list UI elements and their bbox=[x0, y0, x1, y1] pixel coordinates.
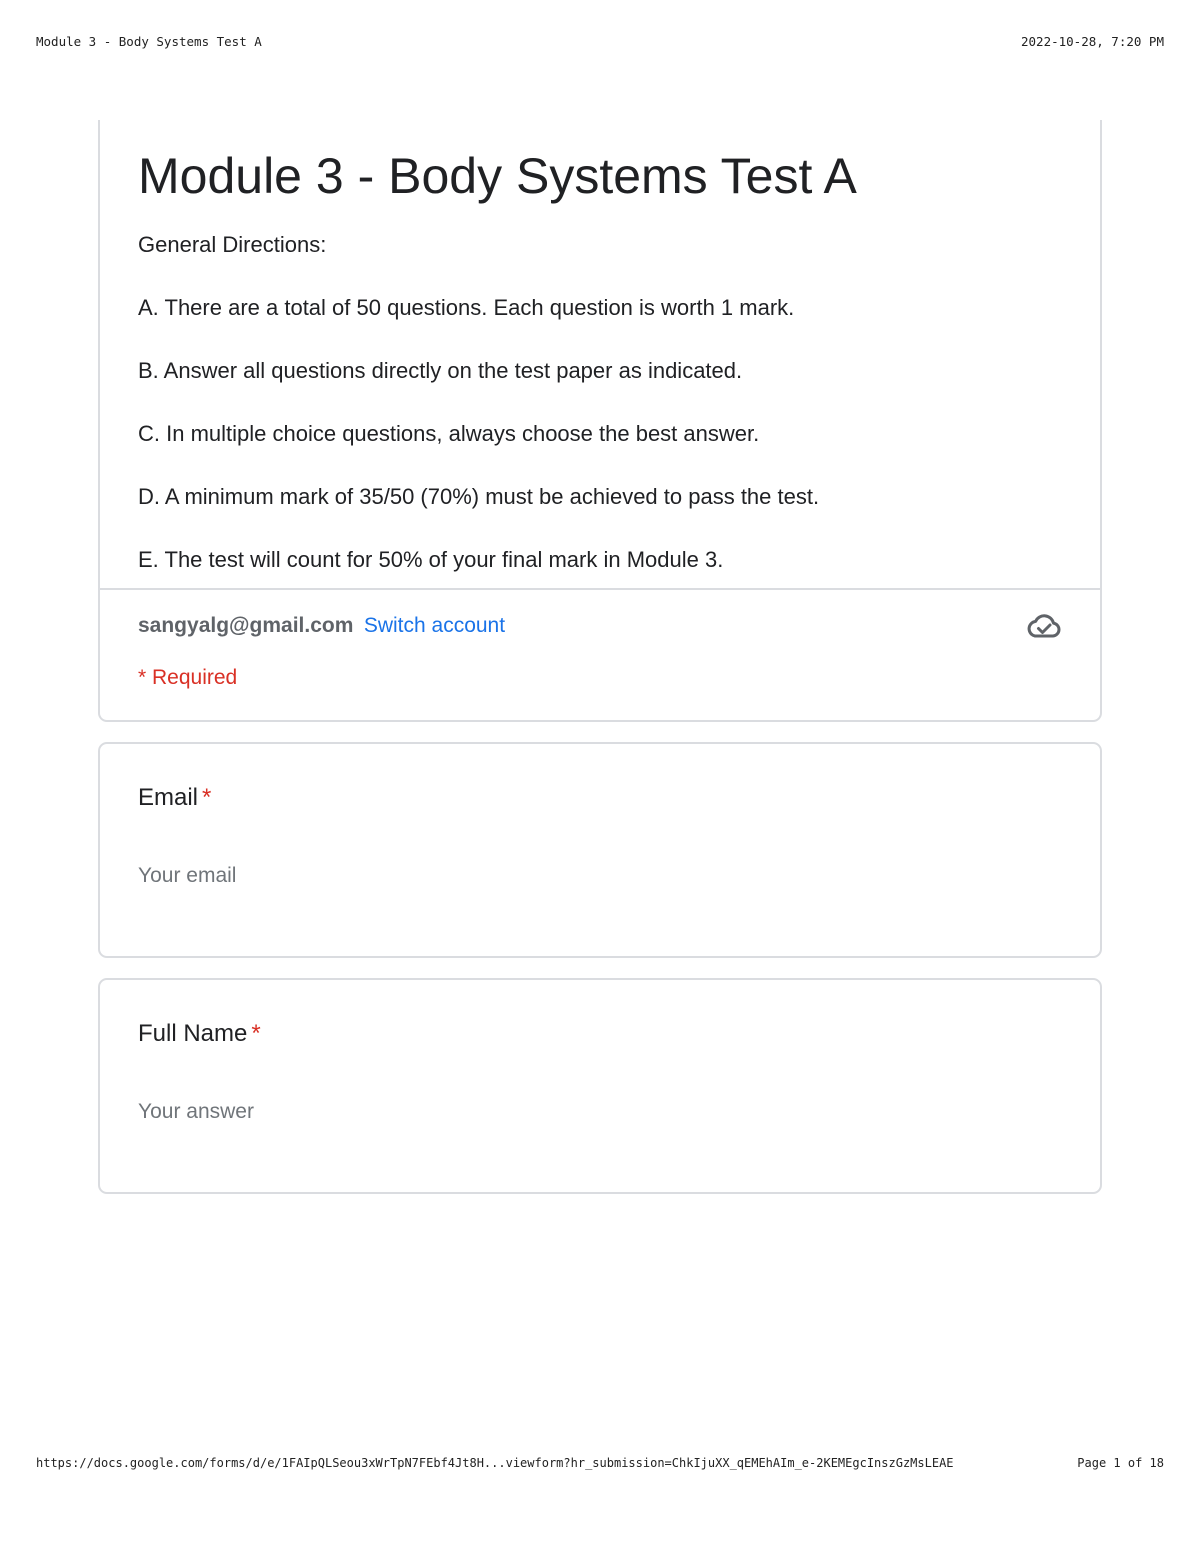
required-asterisk: * bbox=[202, 784, 212, 811]
question-email bbox=[98, 742, 1102, 958]
form-title: Module 3 - Body Systems Test A bbox=[138, 148, 857, 204]
question-label: Full Name bbox=[138, 1020, 248, 1047]
account-section bbox=[100, 590, 1100, 690]
direction-item: C. In multiple choice questions, always choose the best answer. bbox=[138, 421, 760, 446]
print-header-title: Module 3 - Body Systems Test A bbox=[36, 34, 262, 49]
direction-item: D. A minimum mark of 35/50 (70%) must be achieved to pass the test. bbox=[138, 484, 820, 509]
switch-account-link[interactable]: Switch account bbox=[363, 614, 506, 637]
direction-item: A. There are a total of 50 questions. Each question is worth 1 mark. bbox=[138, 295, 795, 320]
required-asterisk: * bbox=[251, 1020, 261, 1047]
form-intro-card bbox=[98, 120, 1102, 722]
question-title bbox=[138, 1020, 1062, 1048]
print-header bbox=[36, 34, 1164, 52]
print-footer bbox=[36, 1456, 1164, 1474]
print-footer-url: https://docs.google.com/forms/d/e/1FAIpQLSeou3xWrTpN7FEbf4Jt8H...viewform?hr_submission=ChkIjuXX_qEMEhAIm_e-2KEMEgcInszGzMsLEAE bbox=[36, 1456, 954, 1470]
question-full-name bbox=[98, 978, 1102, 1194]
question-title bbox=[138, 784, 1062, 812]
form-description bbox=[138, 232, 1062, 573]
direction-item: E. The test will count for 50% of your final mark in Module 3. bbox=[138, 547, 724, 572]
account-email: sangyalg@gmail.com bbox=[138, 614, 354, 637]
full-name-input[interactable] bbox=[138, 1100, 618, 1124]
directions-heading: General Directions: bbox=[138, 232, 327, 257]
required-note: * Required bbox=[138, 666, 238, 689]
email-input[interactable] bbox=[138, 864, 618, 888]
cloud-sync-icon[interactable] bbox=[1026, 612, 1062, 642]
print-footer-page-number: Page 1 of 18 bbox=[1077, 1456, 1164, 1470]
form-header bbox=[100, 120, 1100, 590]
question-label: Email bbox=[138, 784, 199, 811]
print-header-timestamp: 2022-10-28, 7:20 PM bbox=[1021, 34, 1164, 49]
direction-item: B. Answer all questions directly on the test paper as indicated. bbox=[138, 358, 743, 383]
